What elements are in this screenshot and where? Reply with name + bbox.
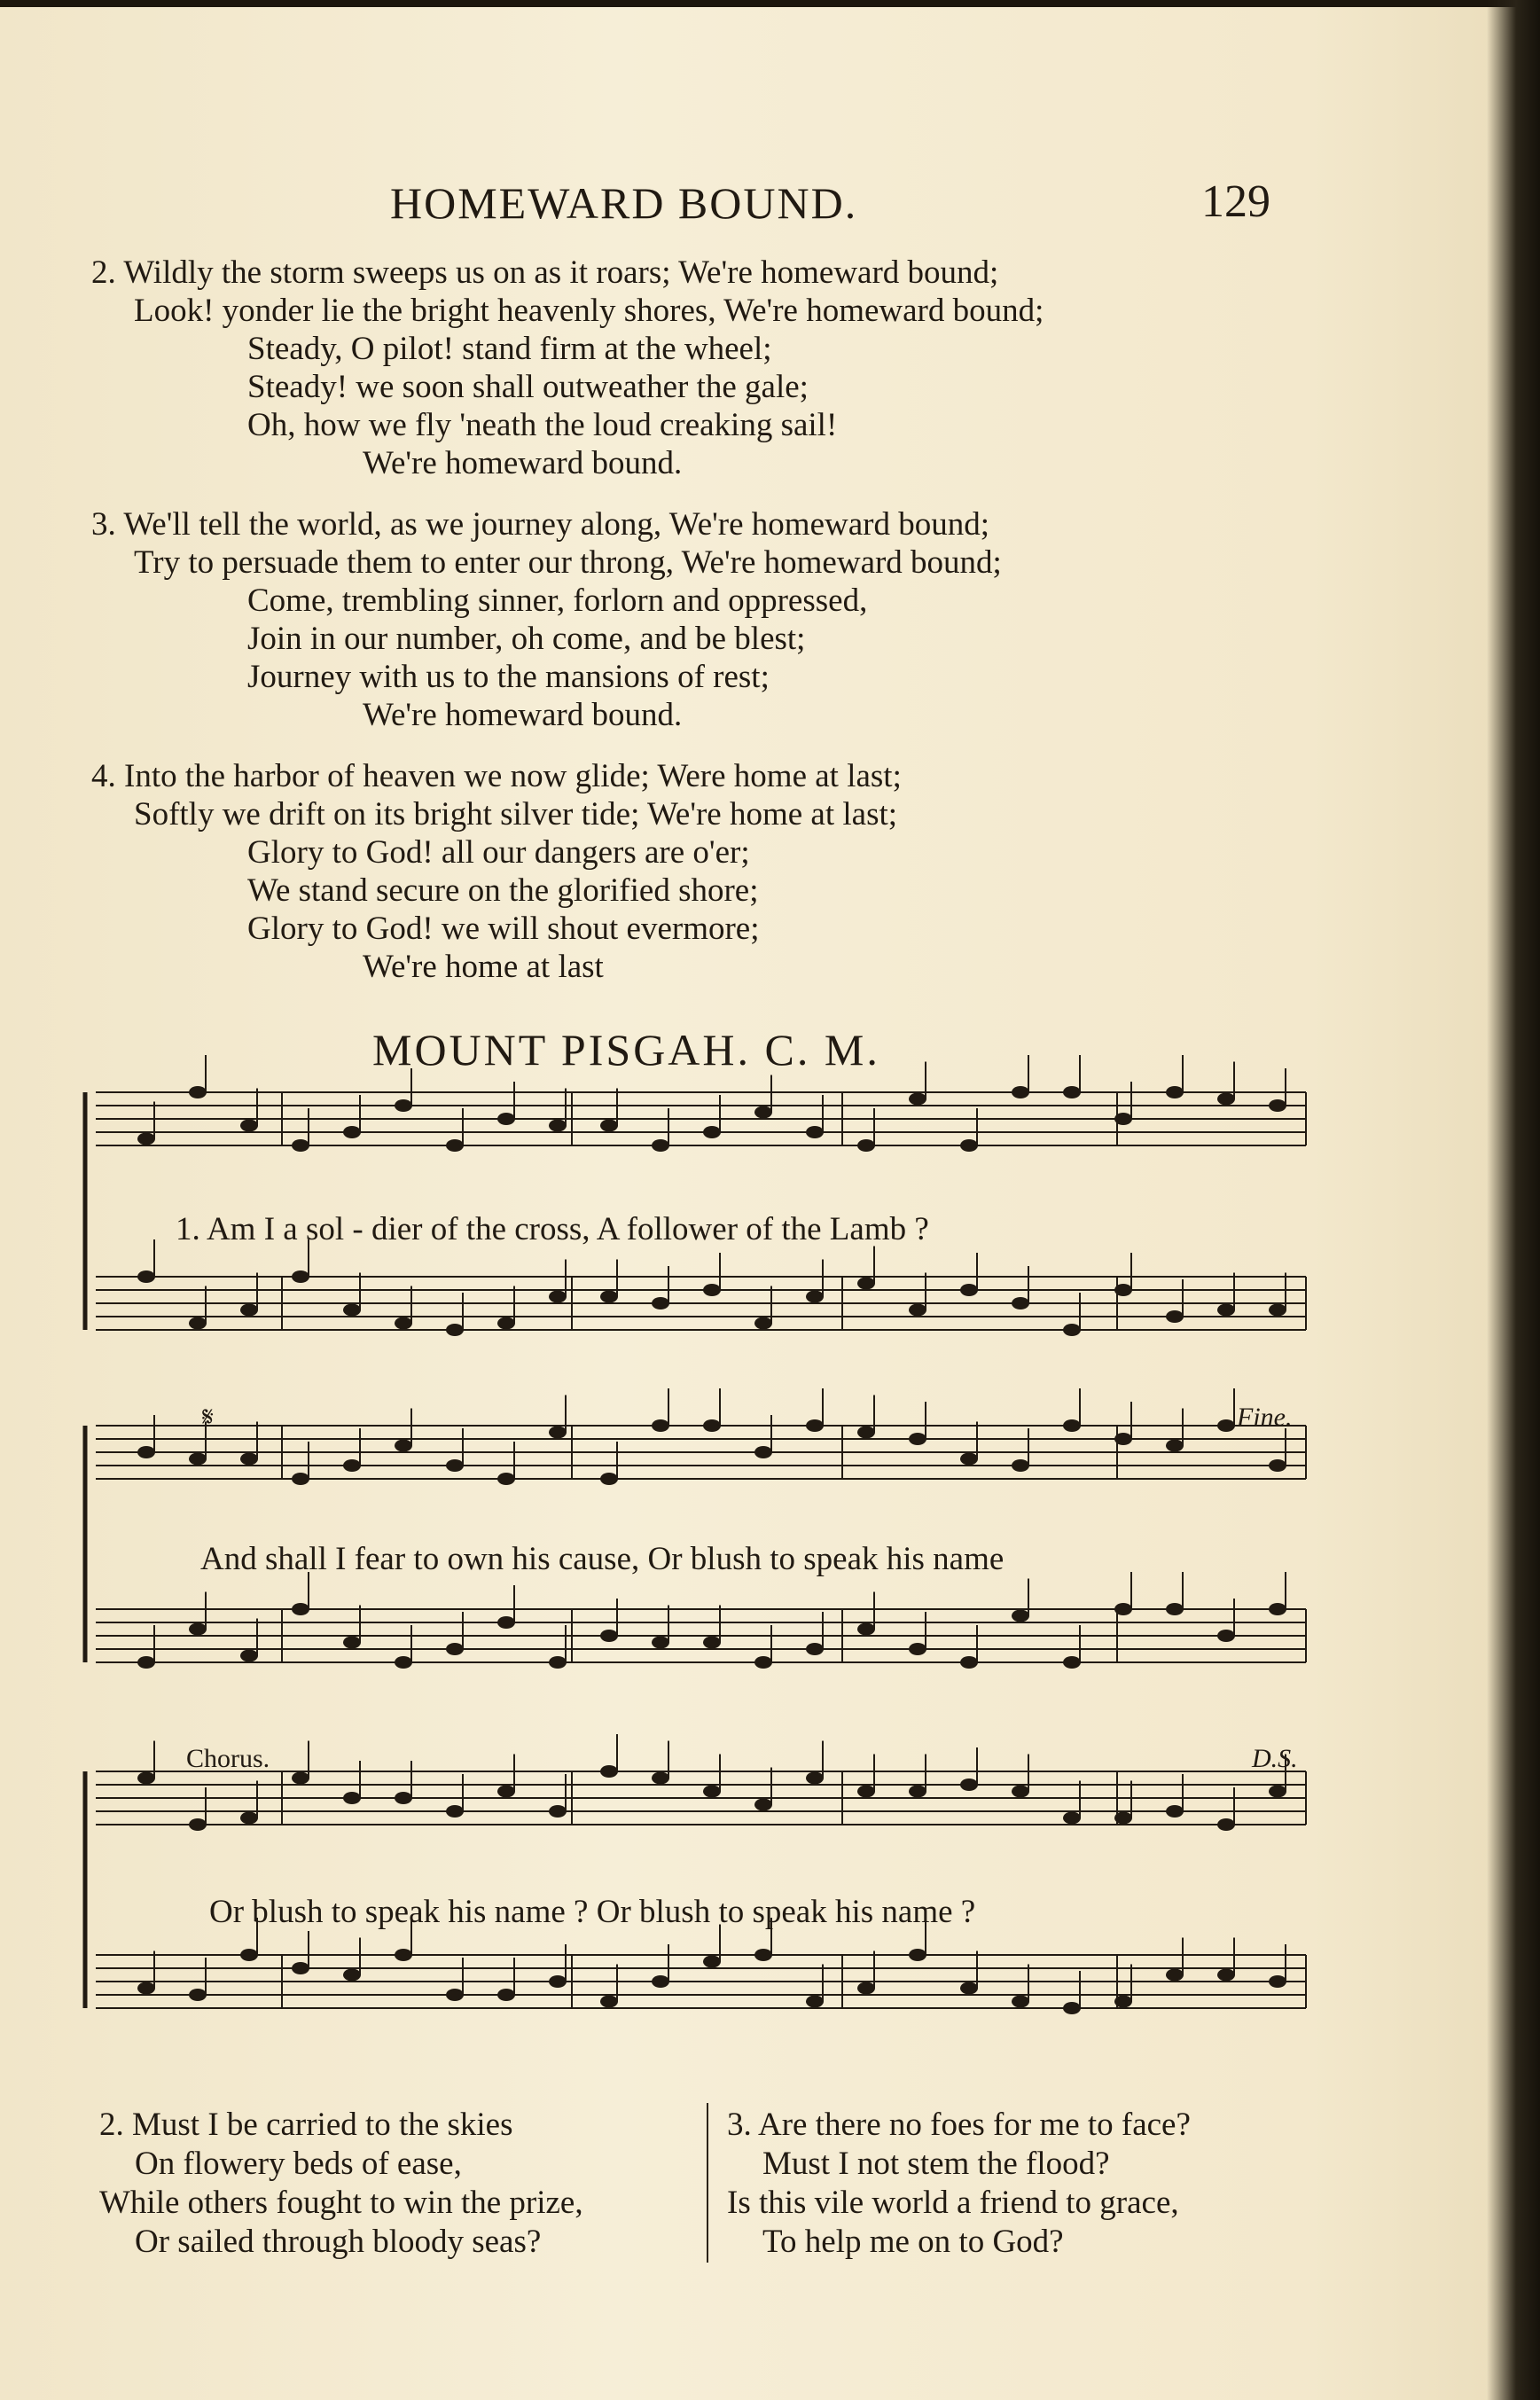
verse-line: 2. Must I be carried to the skies [99,2107,513,2143]
verse-line: Steady! we soon shall outweather the gale; [247,369,809,405]
verse-number: 3. [91,506,116,543]
verse-line: 4. Into the harbor of heaven we now glide; Were home at last; [91,758,902,794]
verse-line: We're homeward bound. [363,445,683,481]
verse-line: Journey with us to the mansions of rest; [247,659,770,695]
pisgah-verse-2 [99,2106,583,2262]
verse-number: 3. [727,2107,752,2143]
verse-line: Try to persuade them to enter our throng, We're homeward bound; [134,544,1002,581]
verse-line: 3. We'll tell the world, as we journey along, We're homeward bound; [91,506,989,543]
verse-line: Softly we drift on its bright silver tide; We're home at last; [134,796,898,833]
system3-lyric: Or blush to speak his name ? Or blush to speak his name ? [209,1894,976,1930]
running-title: HOMEWARD BOUND. [390,178,858,228]
page-number: 129 [1201,176,1270,227]
chorus-label: Chorus. [186,1744,270,1773]
hymn-title: MOUNT PISGAH. C. M. [372,1025,880,1075]
verse-number: 2. [99,2107,124,2143]
verse-line: 2. Wildly the storm sweeps us on as it roars; We're homeward bound; [91,254,999,291]
verse-line: Is this vile world a friend to grace, [727,2185,1179,2221]
verse-line: Come, trembling sinner, forlorn and oppressed, [247,582,868,619]
verse-line: We're home at last [363,949,604,985]
verse-line: Glory to God! we will shout evermore; [247,911,760,947]
note-heads [137,1055,1286,2014]
verse-line: Glory to God! all our dangers are o'er; [247,834,750,871]
verse-line: Must I not stem the flood? [762,2146,1110,2182]
segno-sign: 𝄋 [202,1403,214,1432]
verse-line: Join in our number, oh come, and be blest; [247,621,806,657]
verse-line: Look! yonder lie the bright heavenly shores, We're homeward bound; [134,293,1044,329]
verse-line: Oh, how we fly 'neath the loud creaking sail! [247,407,838,443]
verse-line: Steady, O pilot! stand firm at the wheel; [247,331,772,367]
verse-line: 3. Are there no foes for me to face? [727,2107,1191,2143]
verse-line: To help me on to God? [762,2224,1064,2260]
verse-line: On flowery beds of ease, [135,2146,462,2182]
system2-lyric: And shall I fear to own his cause, Or blush to speak his name [200,1541,1005,1577]
verse-line: Or sailed through bloody seas? [135,2224,542,2260]
verse-line: We stand secure on the glorified shore; [247,872,759,909]
verse-line: We're homeward bound. [363,697,683,733]
verse-number: 4. [91,758,116,794]
column-divider [707,2103,708,2263]
system1-lyric: 1. Am I a sol - dier of the cross, A follower of the Lamb ? [176,1211,929,1247]
ds-marking: D.S. [1252,1744,1298,1773]
pisgah-verse-3 [727,2106,1191,2262]
verse-number: 2. [91,254,116,291]
verse-line: While others fought to win the prize, [99,2185,583,2221]
fine-marking: Fine. [1237,1403,1293,1432]
